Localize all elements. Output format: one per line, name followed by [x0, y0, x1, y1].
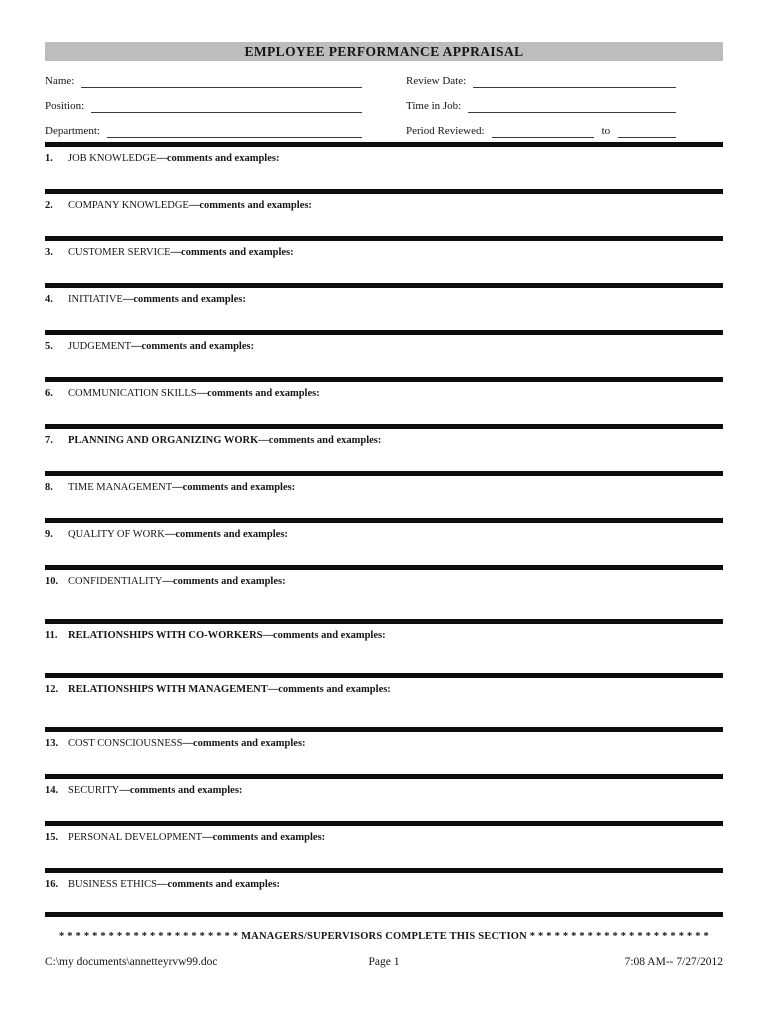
- appraisal-item: [45, 727, 723, 774]
- header-fields: [45, 67, 723, 142]
- item-number: 11.: [45, 630, 58, 641]
- item-number: 7.: [45, 435, 53, 446]
- item-heading: [45, 529, 723, 541]
- item-heading: [45, 684, 723, 696]
- item-divider-bar: [45, 673, 723, 678]
- review-date-input-line[interactable]: [473, 76, 676, 88]
- item-category-label: PERSONAL DEVELOPMENT: [68, 832, 203, 843]
- page-title: EMPLOYEE PERFORMANCE APPRAISAL: [244, 44, 524, 59]
- item-divider-bar: [45, 236, 723, 241]
- name-label: Name:: [45, 75, 75, 87]
- comments-area[interactable]: [45, 891, 723, 912]
- time-in-job-input-line[interactable]: [468, 101, 676, 113]
- item-suffix-label: —comments and examples:: [258, 435, 382, 446]
- item-heading: [45, 738, 723, 750]
- item-category-label: COST CONSCIOUSNESS: [68, 738, 183, 749]
- item-divider-bar: [45, 142, 723, 147]
- item-divider-bar: [45, 189, 723, 194]
- comments-area[interactable]: [45, 494, 723, 518]
- period-to-label: to: [601, 125, 611, 137]
- item-category-label: SECURITY: [68, 785, 120, 796]
- section-divider-bar: [45, 912, 723, 917]
- item-number: 3.: [45, 247, 53, 258]
- comments-area[interactable]: [45, 797, 723, 821]
- department-field: [45, 125, 362, 138]
- form-title-bar: [45, 42, 723, 61]
- comments-area[interactable]: [45, 750, 723, 774]
- comments-area[interactable]: [45, 447, 723, 471]
- item-heading: [45, 785, 723, 797]
- period-from-input-line[interactable]: [492, 126, 594, 138]
- department-input-line[interactable]: [107, 126, 362, 138]
- item-category-label: RELATIONSHIPS WITH MANAGEMENT: [68, 684, 268, 695]
- appraisal-item: [45, 471, 723, 518]
- item-heading: [45, 482, 723, 494]
- review-date-label: Review Date:: [406, 75, 467, 87]
- item-suffix-label: —comments and examples:: [156, 153, 280, 164]
- appraisal-item: [45, 330, 723, 377]
- item-divider-bar: [45, 868, 723, 873]
- comments-area[interactable]: [45, 165, 723, 189]
- item-heading: [45, 388, 723, 400]
- document-page: [0, 42, 768, 1036]
- item-category-label: JOB KNOWLEDGE: [68, 153, 157, 164]
- header-row-2: [45, 92, 723, 117]
- review-date-field: [406, 75, 676, 88]
- comments-area[interactable]: [45, 306, 723, 330]
- item-divider-bar: [45, 283, 723, 288]
- item-divider-bar: [45, 774, 723, 779]
- item-number: 8.: [45, 482, 53, 493]
- footer-page-number: Page 1: [368, 956, 400, 968]
- period-reviewed-field: [406, 125, 676, 138]
- item-suffix-label: —comments and examples:: [202, 832, 326, 843]
- appraisal-item: [45, 236, 723, 283]
- item-number: 14.: [45, 785, 59, 796]
- item-category-label: TIME MANAGEMENT: [68, 482, 173, 493]
- item-suffix-label: —comments and examples:: [188, 200, 312, 211]
- time-in-job-field: [406, 100, 676, 113]
- item-divider-bar: [45, 377, 723, 382]
- item-divider-bar: [45, 424, 723, 429]
- header-row-1: [45, 67, 723, 92]
- item-heading: [45, 435, 723, 447]
- appraisal-item: [45, 189, 723, 236]
- item-suffix-label: —comments and examples:: [172, 482, 296, 493]
- managers-section-heading: [45, 931, 723, 942]
- item-number: 2.: [45, 200, 53, 211]
- comments-area[interactable]: [45, 588, 723, 619]
- comments-area[interactable]: [45, 259, 723, 283]
- item-suffix-label: —comments and examples:: [162, 576, 286, 587]
- item-number: 6.: [45, 388, 53, 399]
- appraisal-item: [45, 565, 723, 619]
- item-number: 16.: [45, 879, 59, 890]
- item-divider-bar: [45, 727, 723, 732]
- managers-section-label: MANAGERS/SUPERVISORS COMPLETE THIS SECTION: [241, 931, 530, 942]
- item-suffix-label: —comments and examples:: [164, 529, 288, 540]
- appraisal-item: [45, 821, 723, 868]
- period-reviewed-label: Period Reviewed:: [406, 125, 485, 137]
- item-number: 4.: [45, 294, 53, 305]
- item-divider-bar: [45, 330, 723, 335]
- item-heading: [45, 832, 723, 844]
- item-category-label: JUDGEMENT: [68, 341, 131, 352]
- footer-timestamp: 7:08 AM-- 7/27/2012: [624, 956, 723, 968]
- item-category-label: BUSINESS ETHICS: [68, 879, 157, 890]
- item-number: 9.: [45, 529, 53, 540]
- item-category-label: CONFIDENTIALITY: [68, 576, 163, 587]
- name-input-line[interactable]: [81, 76, 362, 88]
- item-suffix-label: —comments and examples:: [122, 294, 246, 305]
- position-input-line[interactable]: [91, 101, 362, 113]
- appraisal-item: [45, 142, 723, 189]
- period-to-input-line[interactable]: [618, 126, 676, 138]
- item-number: 5.: [45, 341, 53, 352]
- item-divider-bar: [45, 518, 723, 523]
- stars-left: * * * * * * * * * * * * * * * * * * * * * *: [59, 931, 239, 942]
- item-category-label: COMPANY KNOWLEDGE: [68, 200, 189, 211]
- item-number: 12.: [45, 684, 59, 695]
- comments-area[interactable]: [45, 541, 723, 565]
- item-heading: [45, 247, 723, 259]
- stars-right: * * * * * * * * * * * * * * * * * * * * * *: [529, 931, 709, 942]
- comments-area[interactable]: [45, 353, 723, 377]
- item-heading: [45, 630, 723, 642]
- item-suffix-label: —comments and examples:: [131, 341, 255, 352]
- comments-area[interactable]: [45, 696, 723, 727]
- position-field: [45, 100, 362, 113]
- position-label: Position:: [45, 100, 85, 112]
- appraisal-item: [45, 619, 723, 673]
- item-divider-bar: [45, 619, 723, 624]
- appraisal-items-list: [45, 142, 723, 912]
- item-suffix-label: —comments and examples:: [262, 630, 386, 641]
- header-row-3: [45, 117, 723, 142]
- footer-file-path: C:\my documents\annetteyrvw99.doc: [45, 956, 218, 968]
- page-footer: [45, 955, 723, 969]
- item-category-label: QUALITY OF WORK: [68, 529, 165, 540]
- item-heading: [45, 294, 723, 306]
- name-field: [45, 75, 362, 88]
- item-suffix-label: —comments and examples:: [196, 388, 320, 399]
- appraisal-item: [45, 377, 723, 424]
- comments-area[interactable]: [45, 642, 723, 673]
- comments-area[interactable]: [45, 844, 723, 868]
- appraisal-item: [45, 673, 723, 727]
- item-heading: [45, 879, 723, 891]
- item-divider-bar: [45, 565, 723, 570]
- item-suffix-label: —comments and examples:: [170, 247, 294, 258]
- item-heading: [45, 576, 723, 588]
- item-category-label: CUSTOMER SERVICE: [68, 247, 171, 258]
- appraisal-item: [45, 283, 723, 330]
- item-number: 10.: [45, 576, 59, 587]
- item-category-label: COMMUNICATION SKILLS: [68, 388, 197, 399]
- item-suffix-label: —comments and examples:: [267, 684, 391, 695]
- appraisal-item: [45, 868, 723, 912]
- comments-area[interactable]: [45, 212, 723, 236]
- item-suffix-label: —comments and examples:: [182, 738, 306, 749]
- item-number: 13.: [45, 738, 59, 749]
- item-number: 1.: [45, 153, 53, 164]
- item-category-label: RELATIONSHIPS WITH CO-WORKERS: [68, 630, 263, 641]
- item-divider-bar: [45, 471, 723, 476]
- item-suffix-label: —comments and examples:: [156, 879, 281, 890]
- comments-area[interactable]: [45, 400, 723, 424]
- item-category-label: PLANNING AND ORGANIZING WORK: [68, 435, 259, 446]
- department-label: Department:: [45, 125, 100, 137]
- item-divider-bar: [45, 821, 723, 826]
- item-category-label: INITIATIVE: [68, 294, 123, 305]
- appraisal-item: [45, 518, 723, 565]
- item-number: 15.: [45, 832, 59, 843]
- appraisal-item: [45, 424, 723, 471]
- appraisal-item: [45, 774, 723, 821]
- item-heading: [45, 341, 723, 353]
- item-suffix-label: —comments and examples:: [119, 785, 243, 796]
- item-heading: [45, 200, 723, 212]
- item-heading: [45, 153, 723, 165]
- time-in-job-label: Time in Job:: [406, 100, 462, 112]
